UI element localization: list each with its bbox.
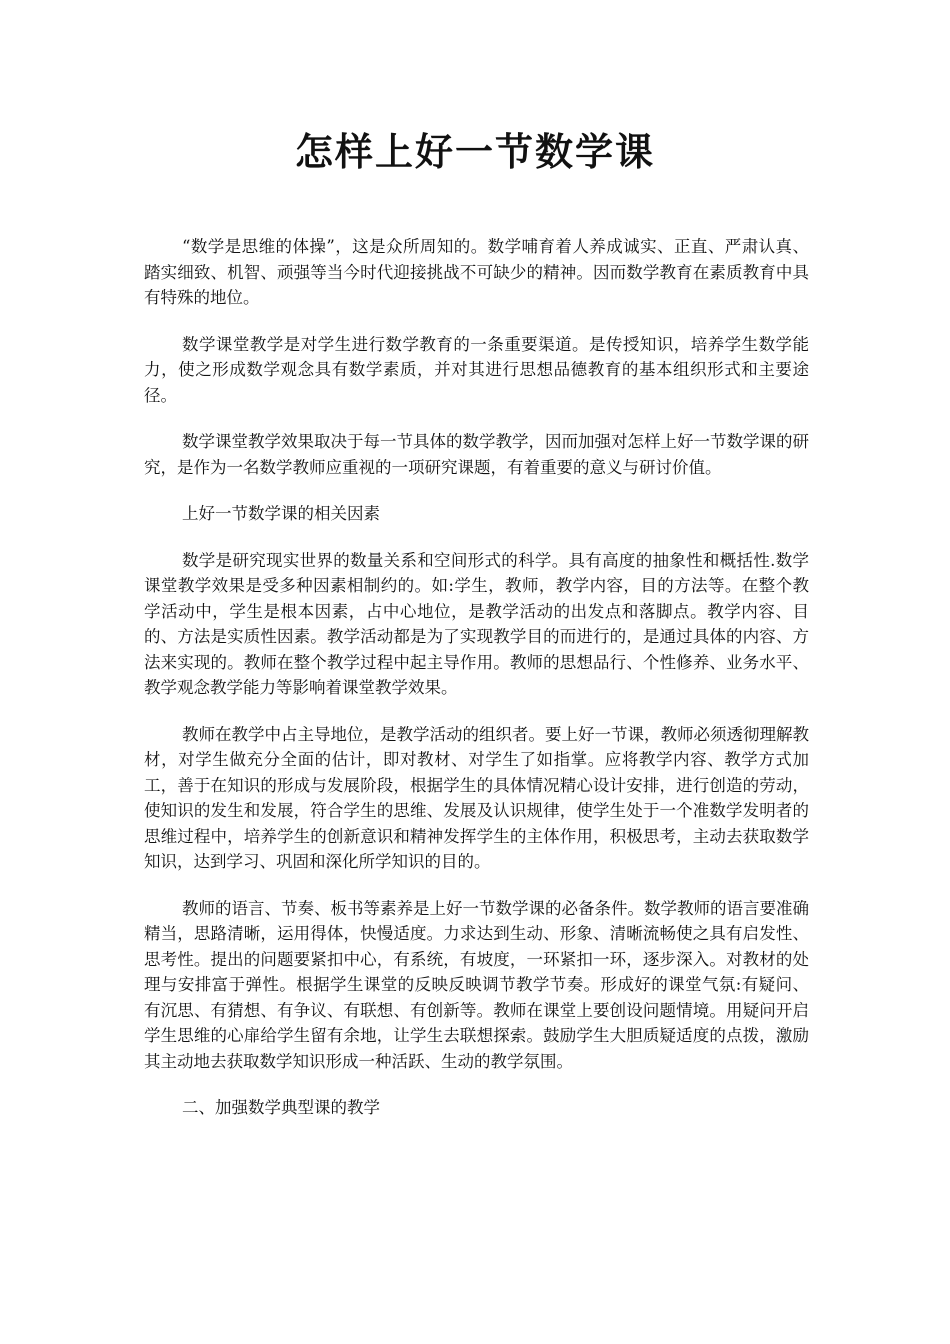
section-heading-typical-lessons: 二、加强数学典型课的教学 [182,1098,380,1117]
paragraph-intro: “数学是思维的体操”，这是众所周知的。数学哺育着人养成诚实、正直、严肃认真、踏实细致、机智、顽强等当今时代迎接挑战不可缺少的精神。因而数学教育在素质教育中具有特殊的地位。 [144,237,809,307]
paragraph-classroom-teaching: 数学课堂教学是对学生进行数学教育的一条重要渠道。是传授知识，培养学生数学能力，使之形成数学观念具有数学素质，并对其进行思想品德教育的基本组织形式和主要途径。 [144,334,809,405]
paragraph-math-factors: 数学是研究现实世界的数量关系和空间形式的科学。具有高度的抽象性和概括性.数学课堂教学效果是受多种因素相制约的。如:学生，教师，教学内容，目的方法等。在整个教学活动中，学生是根本因素，占中心地位，是教学活动的出发点和落脚点。教学内容、目的、方法是实质性因素。教学活动都是为了实现教学目的而进行的，是通过具体的内容、方法来实现的。教师在整个教学过程中起主导作用。教师的思想品行、个性修养、业务水平、教学观念教学能力等影响着课堂教学效果。 [144,550,809,697]
paragraph-teacher-language: 教师的语言、节奏、板书等素养是上好一节数学课的必备条件。数学教师的语言要准确精当，思路清晰，运用得体，快慢适度。力求达到生动、形象、清晰流畅使之具有启发性、思考性。提出的问题要紧扣中心，有系统，有坡度，一环紧扣一环，逐步深入。对教材的处理与安排富于弹性。根据学生课堂的反映反映调节教学节奏。形成好的课堂气氛:有疑问、有沉思、有猜想、有争议、有联想、有创新等。教师在课堂上要创设问题情境。用疑问开启学生思维的心扉给学生留有余地，让学生去联想探索。鼓励学生大胆质疑适度的点拨，激励其主动地去获取数学知识形成一种活跃、生动的教学氛围。 [144,898,809,1071]
section-heading-related-factors: 上好一节数学课的相关因素 [182,504,380,523]
paragraph-teacher-role: 教师在教学中占主导地位，是教学活动的组织者。要上好一节课，教师必须透彻理解教材，对学生做充分全面的估计，即对教材、对学生了如指掌。应将教学内容、教学方式加工，善于在知识的形成与发展阶段，根据学生的具体情况精心设计安排，进行创造的劳动，使知识的发生和发展，符合学生的思维、发展及认识规律，使学生处于一个准数学发明者的思维过程中，培养学生的创新意识和精神发挥学生的主体作用，积极思考，主动去获取数学知识，达到学习、巩固和深化所学知识的目的。 [144,724,809,871]
document-body [144,234,809,1142]
document-title: 怎样上好一节数学课 [294,129,655,174]
paragraph-teaching-effect: 数学课堂教学效果取决于每一节具体的数学教学，因而加强对怎样上好一节数学课的研究，是作为一名数学教师应重视的一项研究课题，有着重要的意义与研讨价值。 [144,432,809,477]
